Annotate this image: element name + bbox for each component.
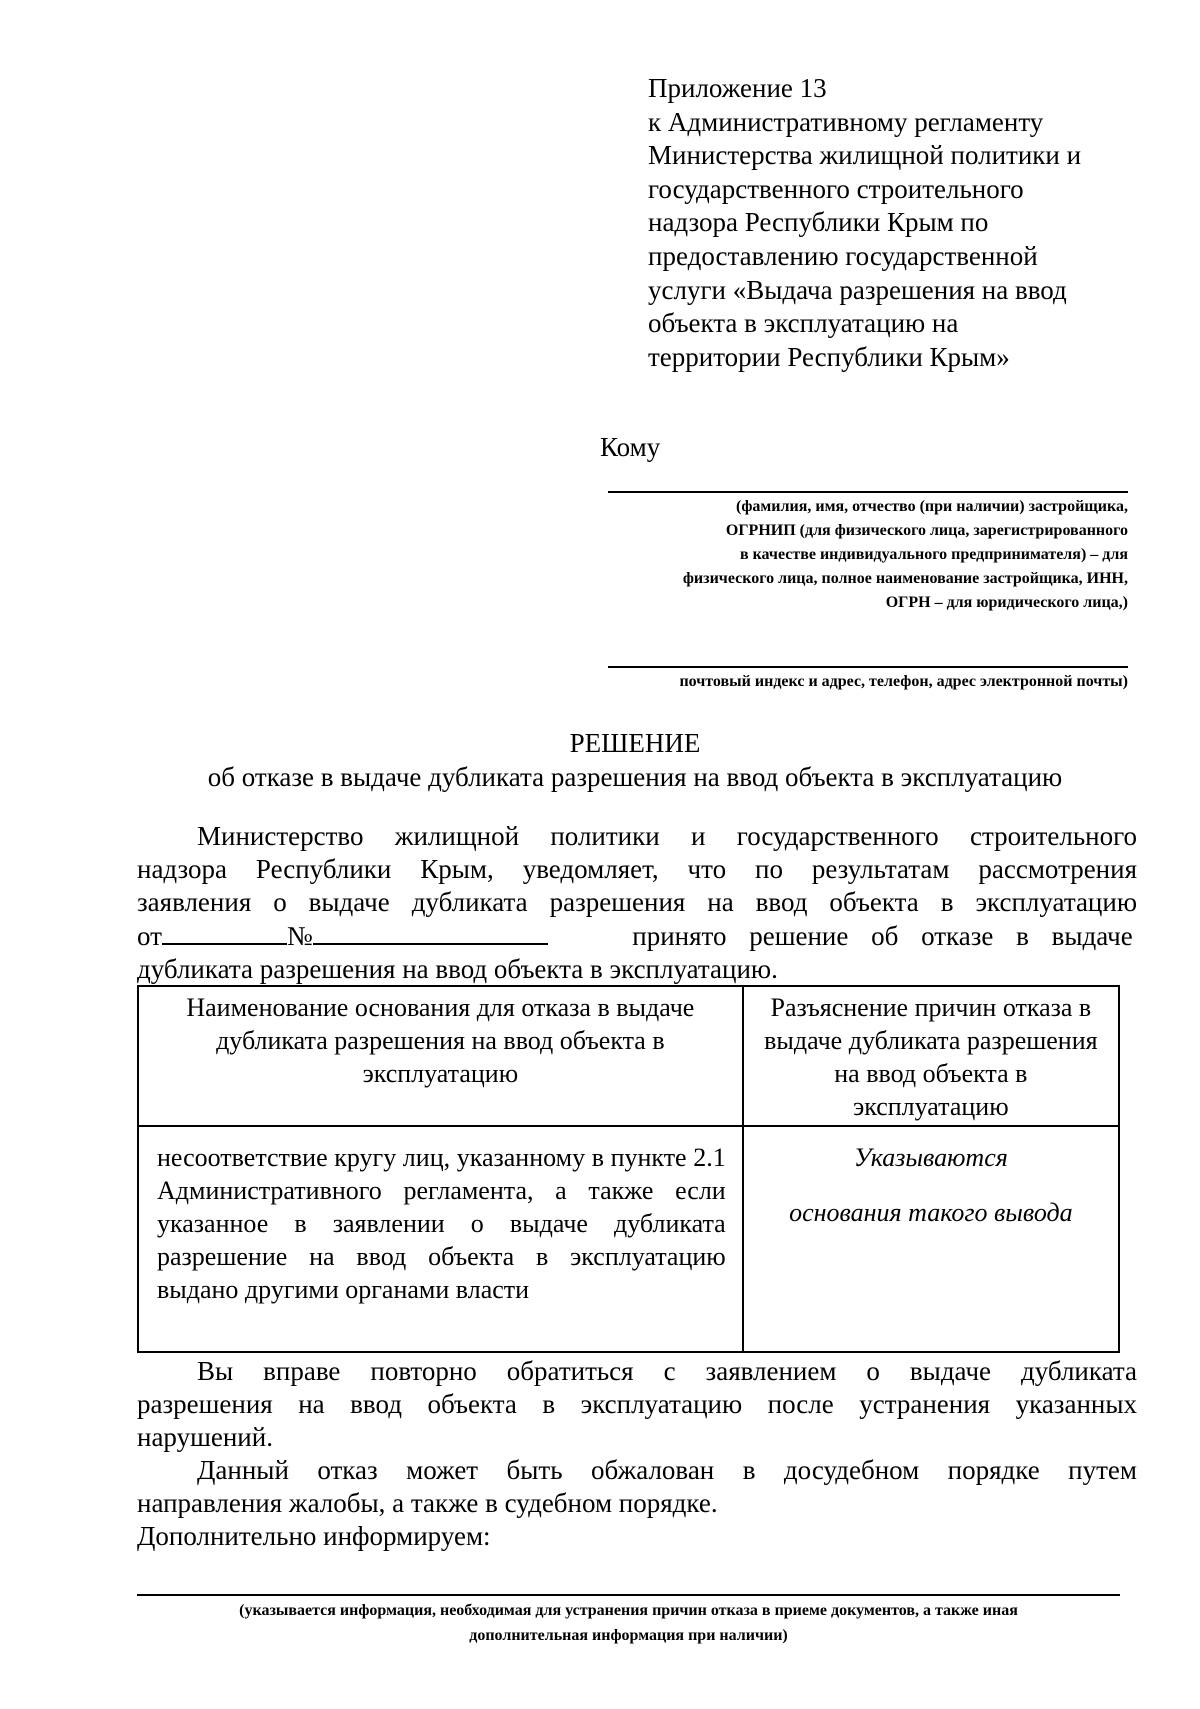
intro-line: надзора Республики Крым, уведомляет, что по результатам рассмотрения xyxy=(137,854,1137,884)
table-header-row xyxy=(138,986,1119,1126)
appendix-line: объекта в эксплуатацию на xyxy=(648,308,959,339)
from-label: от xyxy=(137,921,162,951)
table-row xyxy=(138,1126,1119,1352)
appendix-line: услуги «Выдача разрешения на ввод xyxy=(648,274,1067,305)
closing-line: Вы вправе повторно обратиться с заявлением о выдаче дубликата xyxy=(197,1356,1137,1386)
reason-cell xyxy=(138,1126,743,1352)
appendix-line: к Административному регламенту xyxy=(648,106,1044,137)
additional-info-line xyxy=(137,1594,1120,1596)
recipient-address-note xyxy=(540,670,1128,694)
appendix-line: территории Республики Крым» xyxy=(648,341,1010,372)
appendix-line: надзора Республики Крым по xyxy=(648,207,989,238)
recipient-note-line: ОГРНИП (для физического лица, зарегистрированного xyxy=(725,522,1128,539)
closing-line: нарушений. xyxy=(137,1422,273,1452)
address-note-text: почтовый индекс и адрес, телефон, адрес электронной почты) xyxy=(679,673,1128,690)
recipient-address-line xyxy=(608,666,1128,668)
footnote-line: (указывается информация, необходимая для устранения причин отказа в приеме документов, а также иная xyxy=(239,1602,1018,1619)
explanation-cell xyxy=(743,1126,1119,1352)
explanation-line-1: Указываются xyxy=(853,1143,1008,1172)
decision-title: РЕШЕНИЕ xyxy=(569,728,701,758)
intro-date-number-line xyxy=(137,919,1137,953)
additional-info-label: Дополнительно информируем: xyxy=(137,1521,491,1551)
intro-line: заявления о выдаче дубликата разрешения на ввод объекта в эксплуатацию xyxy=(137,887,1137,917)
appendix-line: Министерства жилищной политики и xyxy=(648,140,1082,171)
closing-line: направления жалобы, а также в судебном порядке. xyxy=(137,1488,718,1518)
closing-block xyxy=(137,1355,1137,1553)
number-field[interactable] xyxy=(313,919,548,945)
header-explanation: Разъяснение причин отказа в выдаче дубликата разрешения на ввод объекта в эксплуатацию xyxy=(743,986,1119,1126)
decision-subtitle: об отказе в выдаче дубликата разрешения на ввод объекта в эксплуатацию xyxy=(207,762,1063,792)
recipient-note-line: в качестве индивидуального предпринимателя) – для xyxy=(739,546,1128,563)
footnote xyxy=(137,1598,1120,1648)
intro-line: Министерство жилищной политики и государственного строительного xyxy=(197,821,1137,851)
intro-line-rest: принято решение об отказе в выдаче xyxy=(632,921,1133,951)
recipient-name-line xyxy=(608,491,1128,493)
explanation-line-2: основания такого вывода xyxy=(789,1198,1073,1227)
recipient-note-line: физического лица, полное наименование застройщика, ИНН, xyxy=(682,570,1128,587)
date-field[interactable] xyxy=(162,919,287,945)
intro-line: дубликата разрешения на ввод объекта в эксплуатацию. xyxy=(137,954,778,984)
recipient-note xyxy=(540,495,1128,615)
footnote-line: дополнительная информация при наличии) xyxy=(469,1627,788,1644)
appendix-block xyxy=(648,72,1148,374)
recipient-label: Кому xyxy=(600,432,661,462)
appendix-line: предоставлению государственной xyxy=(648,240,1038,271)
reason-text: несоответствие кругу лиц, указанному в пункте 2.1 Административного регламента, а также если указанное в заявлении о выдаче дубликата разрешение на ввод объекта в эксплуатацию выдано другими органами власти xyxy=(157,1143,726,1304)
reasons-table xyxy=(137,985,1120,1353)
appendix-line: Приложение 13 xyxy=(648,73,827,103)
closing-line: разрешения на ввод объекта в эксплуатацию после устранения указанных xyxy=(137,1389,1137,1419)
intro-paragraph xyxy=(137,820,1137,986)
number-label: № xyxy=(286,921,313,951)
recipient-note-line: ОГРН – для юридического лица,) xyxy=(885,594,1128,611)
header-reason: Наименование основания для отказа в выдаче дубликата разрешения на ввод объекта в эксплуатацию xyxy=(138,986,743,1126)
appendix-line: государственного строительного xyxy=(648,173,1024,204)
closing-line: Данный отказ может быть обжалован в досудебном порядке путем xyxy=(197,1455,1137,1485)
recipient-note-line: (фамилия, имя, отчество (при наличии) застройщика, xyxy=(735,498,1128,515)
